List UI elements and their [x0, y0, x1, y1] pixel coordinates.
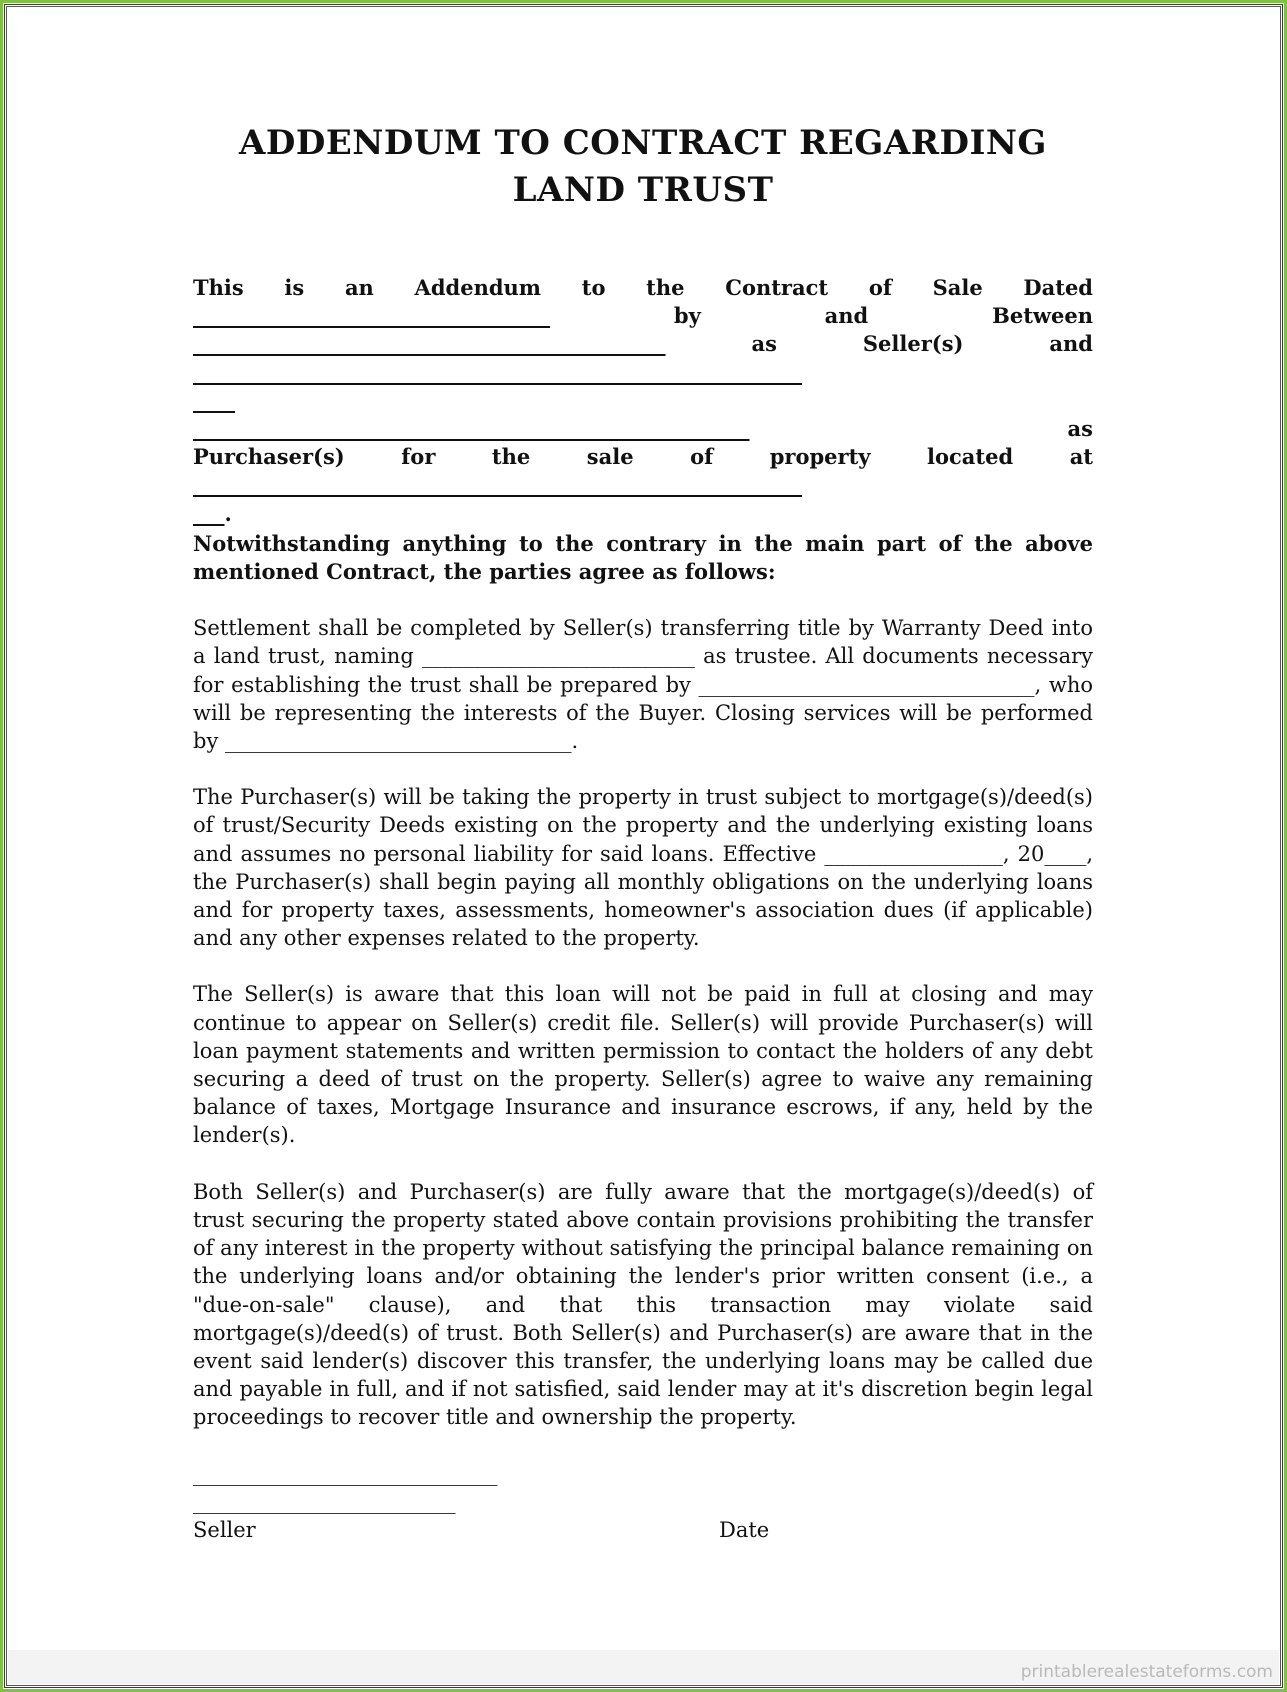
intro-row: _____________________________________________________ as — [193, 416, 1093, 442]
intro-row: __________________________________ by and Between — [193, 303, 1093, 329]
intro-row: __________________________________________________________ — [193, 359, 802, 385]
notwithstanding-clause: Notwithstanding anything to the contrary in the main part of the above mentioned Contract, the parties agree as follows: — [193, 530, 1093, 585]
date-label: Date — [719, 1517, 770, 1542]
signature-line: _____________________________ — [193, 1461, 498, 1486]
intro-row: _____________________________________________ as Seller(s) and — [193, 331, 1093, 357]
signature-block — [193, 1460, 1093, 1544]
intro-row: ___. — [193, 500, 232, 526]
title-line-2: LAND TRUST — [512, 170, 774, 210]
intro-row: Purchaser(s) for the sale of property located at — [193, 444, 1093, 470]
intro-row: __________________________________________________________ — [193, 472, 802, 498]
settlement-paragraph: Settlement shall be completed by Seller(s) transferring title by Warranty Deed into a land trust, naming __________________________ as trustee. All documents necessary for establishing the trust shall be prepared by ________________________________, who will be representing the interests of the Buyer. Closing services will be performed by _________________________________. — [193, 616, 1093, 754]
seller-label: Seller — [193, 1517, 256, 1542]
purchaser-obligations-paragraph: The Purchaser(s) will be taking the property in trust subject to mortgage(s)/deed(s) of trust/Security Deeds existing on the property and the underlying existing loans and assumes no personal liability for said loans. Effective _________________, 20____, the Purchaser(s) shall begin paying all monthly obligations on the underlying loans and for property taxes, assessments, homeowner's association dues (if applicable) and any other expenses related to the property. — [193, 785, 1093, 951]
intro-block — [193, 274, 1093, 528]
date-line: _________________________ — [193, 1489, 456, 1514]
site-watermark: printablerealestateforms.com — [1020, 1662, 1273, 1682]
due-on-sale-paragraph: Both Seller(s) and Purchaser(s) are fully aware that the mortgage(s)/deed(s) of trust securing the property stated above contain provisions prohibiting the transfer of any interest in the property without satisfying the principal balance remaining on the underlying loans and/or obtaining the lender's prior written consent (i.e., a "due-on-sale" clause), and that this transaction may violate said mortgage(s)/deed(s) of trust. Both Seller(s) and Purchaser(s) are aware that in the event said lender(s) discover this transfer, the underlying loans may be called due and payable in full, and if not satisfied, said lender may at it's discretion begin legal proceedings to recover title and ownership the property. — [193, 1179, 1093, 1430]
document-title — [193, 120, 1093, 214]
title-line-1: ADDENDUM TO CONTRACT REGARDING — [239, 123, 1047, 163]
document-body — [193, 120, 1093, 1544]
intro-row: ____ — [193, 387, 235, 413]
intro-row: This is an Addendum to the Contract of Sale Dated — [193, 275, 1093, 300]
seller-awareness-paragraph: The Seller(s) is aware that this loan will not be paid in full at closing and may continue to appear on Seller(s) credit file. Seller(s) will provide Purchaser(s) will loan payment statements and written permission to contact the holders of any debt securing a deed of trust on the property. Seller(s) agree to waive any remaining balance of taxes, Mortgage Insurance and insurance escrows, if any, held by the lender(s). — [193, 982, 1093, 1148]
